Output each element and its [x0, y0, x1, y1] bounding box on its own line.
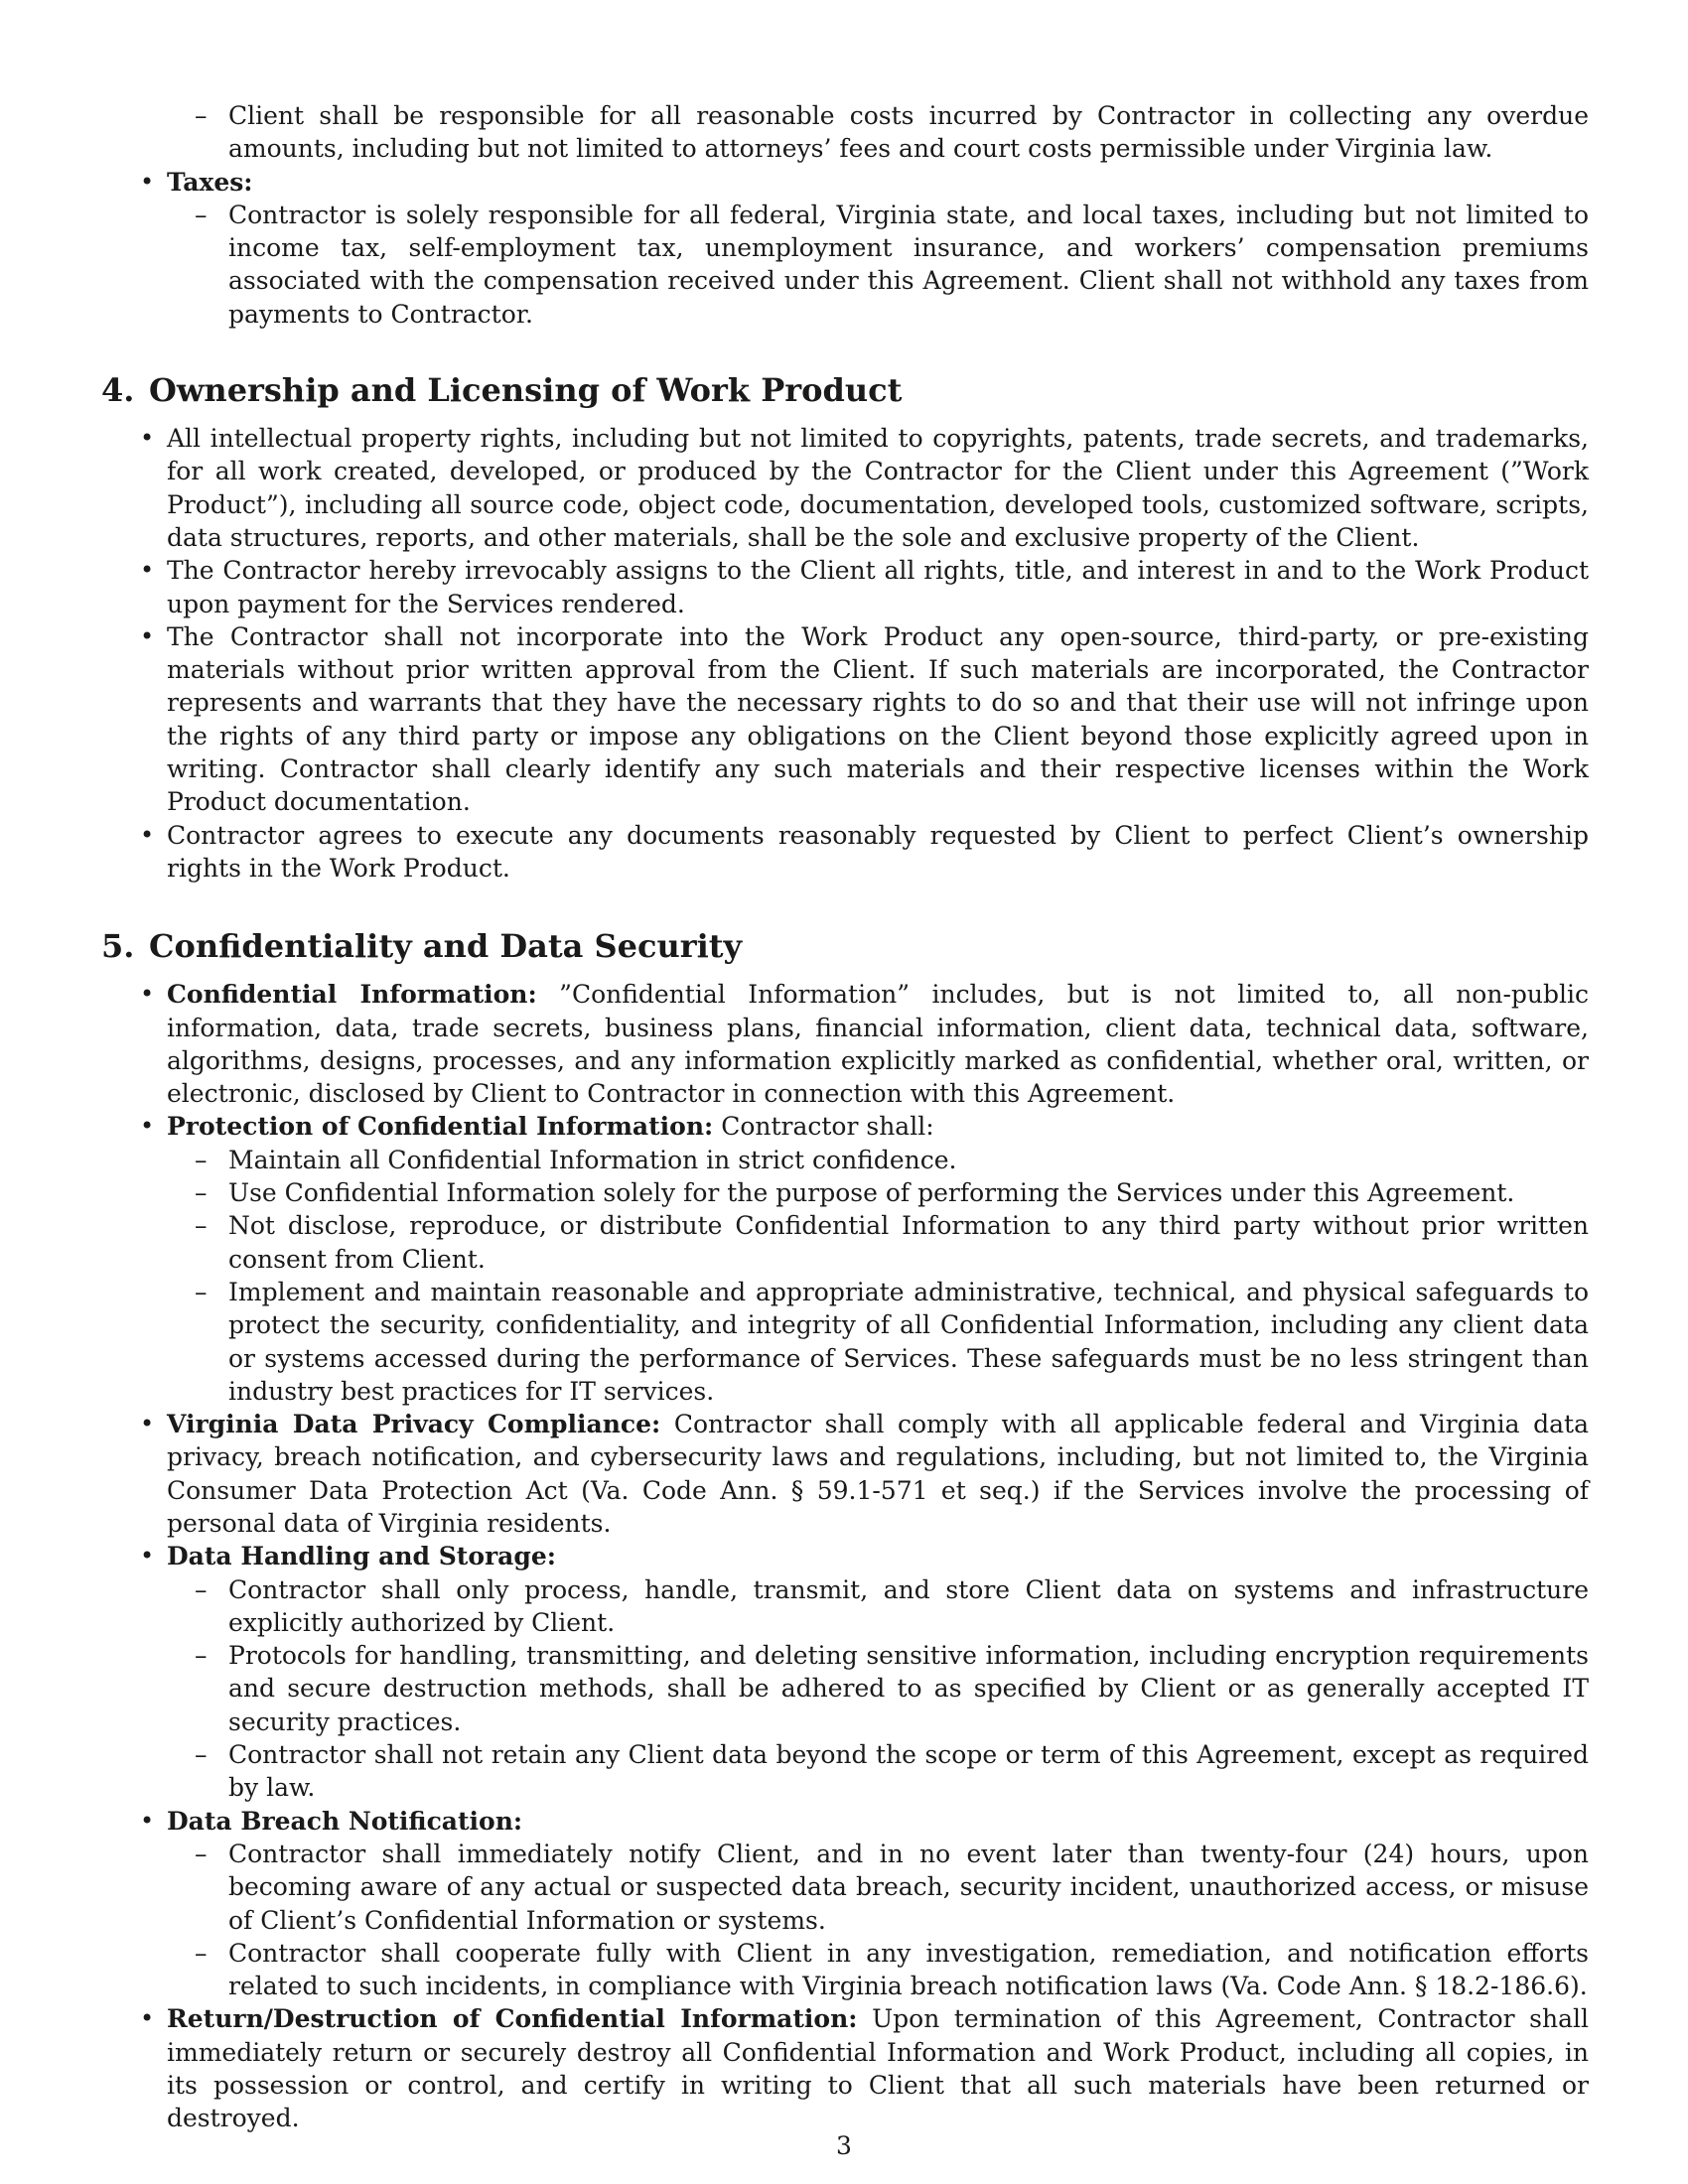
- taxes-item: [167, 166, 1589, 331]
- return-destruction-item: [167, 2002, 1589, 2134]
- item-text: Contractor shall only process, handle, transmit, and store Client data on systems and infrastructure explicitly authorized by Client.: [228, 1574, 1589, 1637]
- overdue-costs-item: [228, 99, 1589, 166]
- item-text: Contractor is solely responsible for all federal, Virginia state, and local taxes, including but not limited to income tax, self-employment tax, unemployment insurance, and workers’ compensation premiums associated with the compensation received under this Agreement. Client shall not withhold any taxes from payments to Contractor.: [228, 200, 1589, 329]
- list-item: [167, 554, 1589, 620]
- sublist-item: [228, 1209, 1589, 1276]
- document-page: [101, 99, 1590, 2135]
- section-title: Ownership and Licensing of Work Product: [149, 371, 903, 410]
- section-5-list: [167, 978, 1589, 2134]
- privacy-compliance-item: [167, 1408, 1589, 1540]
- sublist-item: [228, 1738, 1589, 1805]
- taxes-label: Taxes:: [167, 167, 253, 197]
- item-text: Contractor agrees to execute any documents reasonably requested by Client to perfect Client’s ownership rights in the Work Product.: [167, 820, 1589, 883]
- data-handling-item: [167, 1540, 1589, 1804]
- sublist-item: [228, 1838, 1589, 1937]
- item-label: Data Breach Notification:: [167, 1806, 523, 1836]
- item-text: Client shall be responsible for all reasonable costs incurred by Contractor in collecting any overdue amounts, including but not limited to attorneys’ fees and court costs permissible under Virginia law.: [228, 101, 1589, 164]
- confidential-information-item: [167, 978, 1589, 1110]
- item-label: Return/Destruction of Confidential Information:: [167, 2004, 858, 2034]
- sublist-item: [228, 1937, 1589, 2003]
- sublist-item: [228, 1639, 1589, 1738]
- item-label: Data Handling and Storage:: [167, 1542, 556, 1571]
- item-text: Implement and maintain reasonable and appropriate administrative, technical, and physical safeguards to protect the security, confidentiality, and integrity of all Confidential Information, including any client data or systems accessed during the performance of Services. These safeguards must be no less stringent than industry best practices for IT services.: [228, 1277, 1589, 1406]
- list-item: [167, 620, 1589, 819]
- section-5-heading: [101, 926, 1523, 966]
- item-text: Contractor shall:: [721, 1112, 934, 1142]
- item-text: Maintain all Confidential Information in strict confidence.: [228, 1145, 957, 1174]
- payment-continuation-list: [167, 99, 1589, 331]
- item-label: Protection of Confidential Information:: [167, 1112, 714, 1142]
- breach-sublist: [228, 1838, 1589, 2002]
- sublist-item: [228, 1144, 1589, 1176]
- item-text: Protocols for handling, transmitting, and deleting sensitive information, including encryption requirements and secure destruction methods, shall be adhered to as specified by Client or as generally accepted IT security practices.: [228, 1641, 1589, 1736]
- sublist: [228, 99, 1589, 166]
- section-title: Confidentiality and Data Security: [149, 927, 743, 966]
- taxes-sublist: [228, 199, 1589, 331]
- item-text: Upon termination of this Agreement, Contractor shall immediately return or securely destroy all Confidential Information and Work Product, including all copies, in its possession or control, and certify in writing to Client that all such materials have been returned or destroyed.: [167, 2004, 1590, 2133]
- protection-sublist: [228, 1144, 1589, 1408]
- item-text: Use Confidential Information solely for the purpose of performing the Services under this Agreement.: [228, 1178, 1515, 1208]
- section-number: 4.: [101, 371, 135, 410]
- protection-item: [167, 1110, 1589, 1408]
- sublist-item: [228, 1276, 1589, 1408]
- sublist-item: [228, 1573, 1589, 1640]
- item-label: Confidential Information:: [167, 980, 537, 1010]
- item-text: Contractor shall comply with all applicable federal and Virginia data privacy, breach notification, and cybersecurity laws and regulations, including, but not limited to, the Virginia Consumer Data Protection Act (Va. Code Ann. § 59.1-571 et seq.) if the Services involve the processing of personal data of Virginia residents.: [167, 1410, 1589, 1538]
- section-4-list: [167, 422, 1589, 885]
- item-text: The Contractor shall not incorporate into the Work Product any open-source, third-party, or pre-existing materials without prior written approval from the Client. If such materials are incorporated, the Contractor represents and warrants that they have the necessary rights to do so and that their use will not infringe upon the rights of any third party or impose any obligations on the Client beyond those explicitly agreed upon in writing. Contractor shall clearly identify any such materials and their respective licenses within the Work Product documentation.: [167, 621, 1589, 817]
- item-text: Contractor shall cooperate fully with Client in any investigation, remediation, and notification efforts related to such incidents, in compliance with Virginia breach notification laws (Va. Code Ann. § 18.2-186.6).: [228, 1938, 1589, 2001]
- page-number: 3: [836, 2131, 852, 2160]
- item-label: Virginia Data Privacy Compliance:: [167, 1410, 661, 1439]
- breach-notification-item: [167, 1805, 1589, 2003]
- item-text: Not disclose, reproduce, or distribute Confidential Information to any third party without prior written consent from Client.: [228, 1211, 1589, 1274]
- list-item: [167, 819, 1589, 886]
- taxes-text-item: [228, 199, 1589, 331]
- section-number: 5.: [101, 927, 135, 966]
- sublist-item: [228, 1176, 1589, 1209]
- item-text: Contractor shall not retain any Client data beyond the scope or term of this Agreement, except as required by law.: [228, 1740, 1589, 1803]
- list-item: [167, 422, 1589, 554]
- item-text: The Contractor hereby irrevocably assigns to the Client all rights, title, and interest in and to the Work Product upon payment for the Services rendered.: [167, 556, 1589, 618]
- list-item: [167, 99, 1589, 166]
- handling-sublist: [228, 1573, 1589, 1805]
- item-text: ”Confidential Information” includes, but is not limited to, all non-public information, data, trade secrets, business plans, financial information, client data, technical data, software, algorithms, designs, processes, and any information explicitly marked as confidential, whether oral, written, or electronic, disclosed by Client to Contractor in connection with this Agreement.: [167, 980, 1589, 1109]
- item-text: Contractor shall immediately notify Client, and in no event later than twenty-four (24) hours, upon becoming aware of any actual or suspected data breach, security incident, unauthorized access, or misuse of Client’s Confidential Information or systems.: [228, 1839, 1589, 1935]
- section-4-heading: [101, 370, 1523, 410]
- item-text: All intellectual property rights, including but not limited to copyrights, patents, trade secrets, and trademarks, for all work created, developed, or produced by the Contractor for the Client under this Agreement (”Work Product”), including all source code, object code, documentation, developed tools, customized software, scripts, data structures, reports, and other materials, shall be the sole and exclusive property of the Client.: [167, 424, 1589, 552]
